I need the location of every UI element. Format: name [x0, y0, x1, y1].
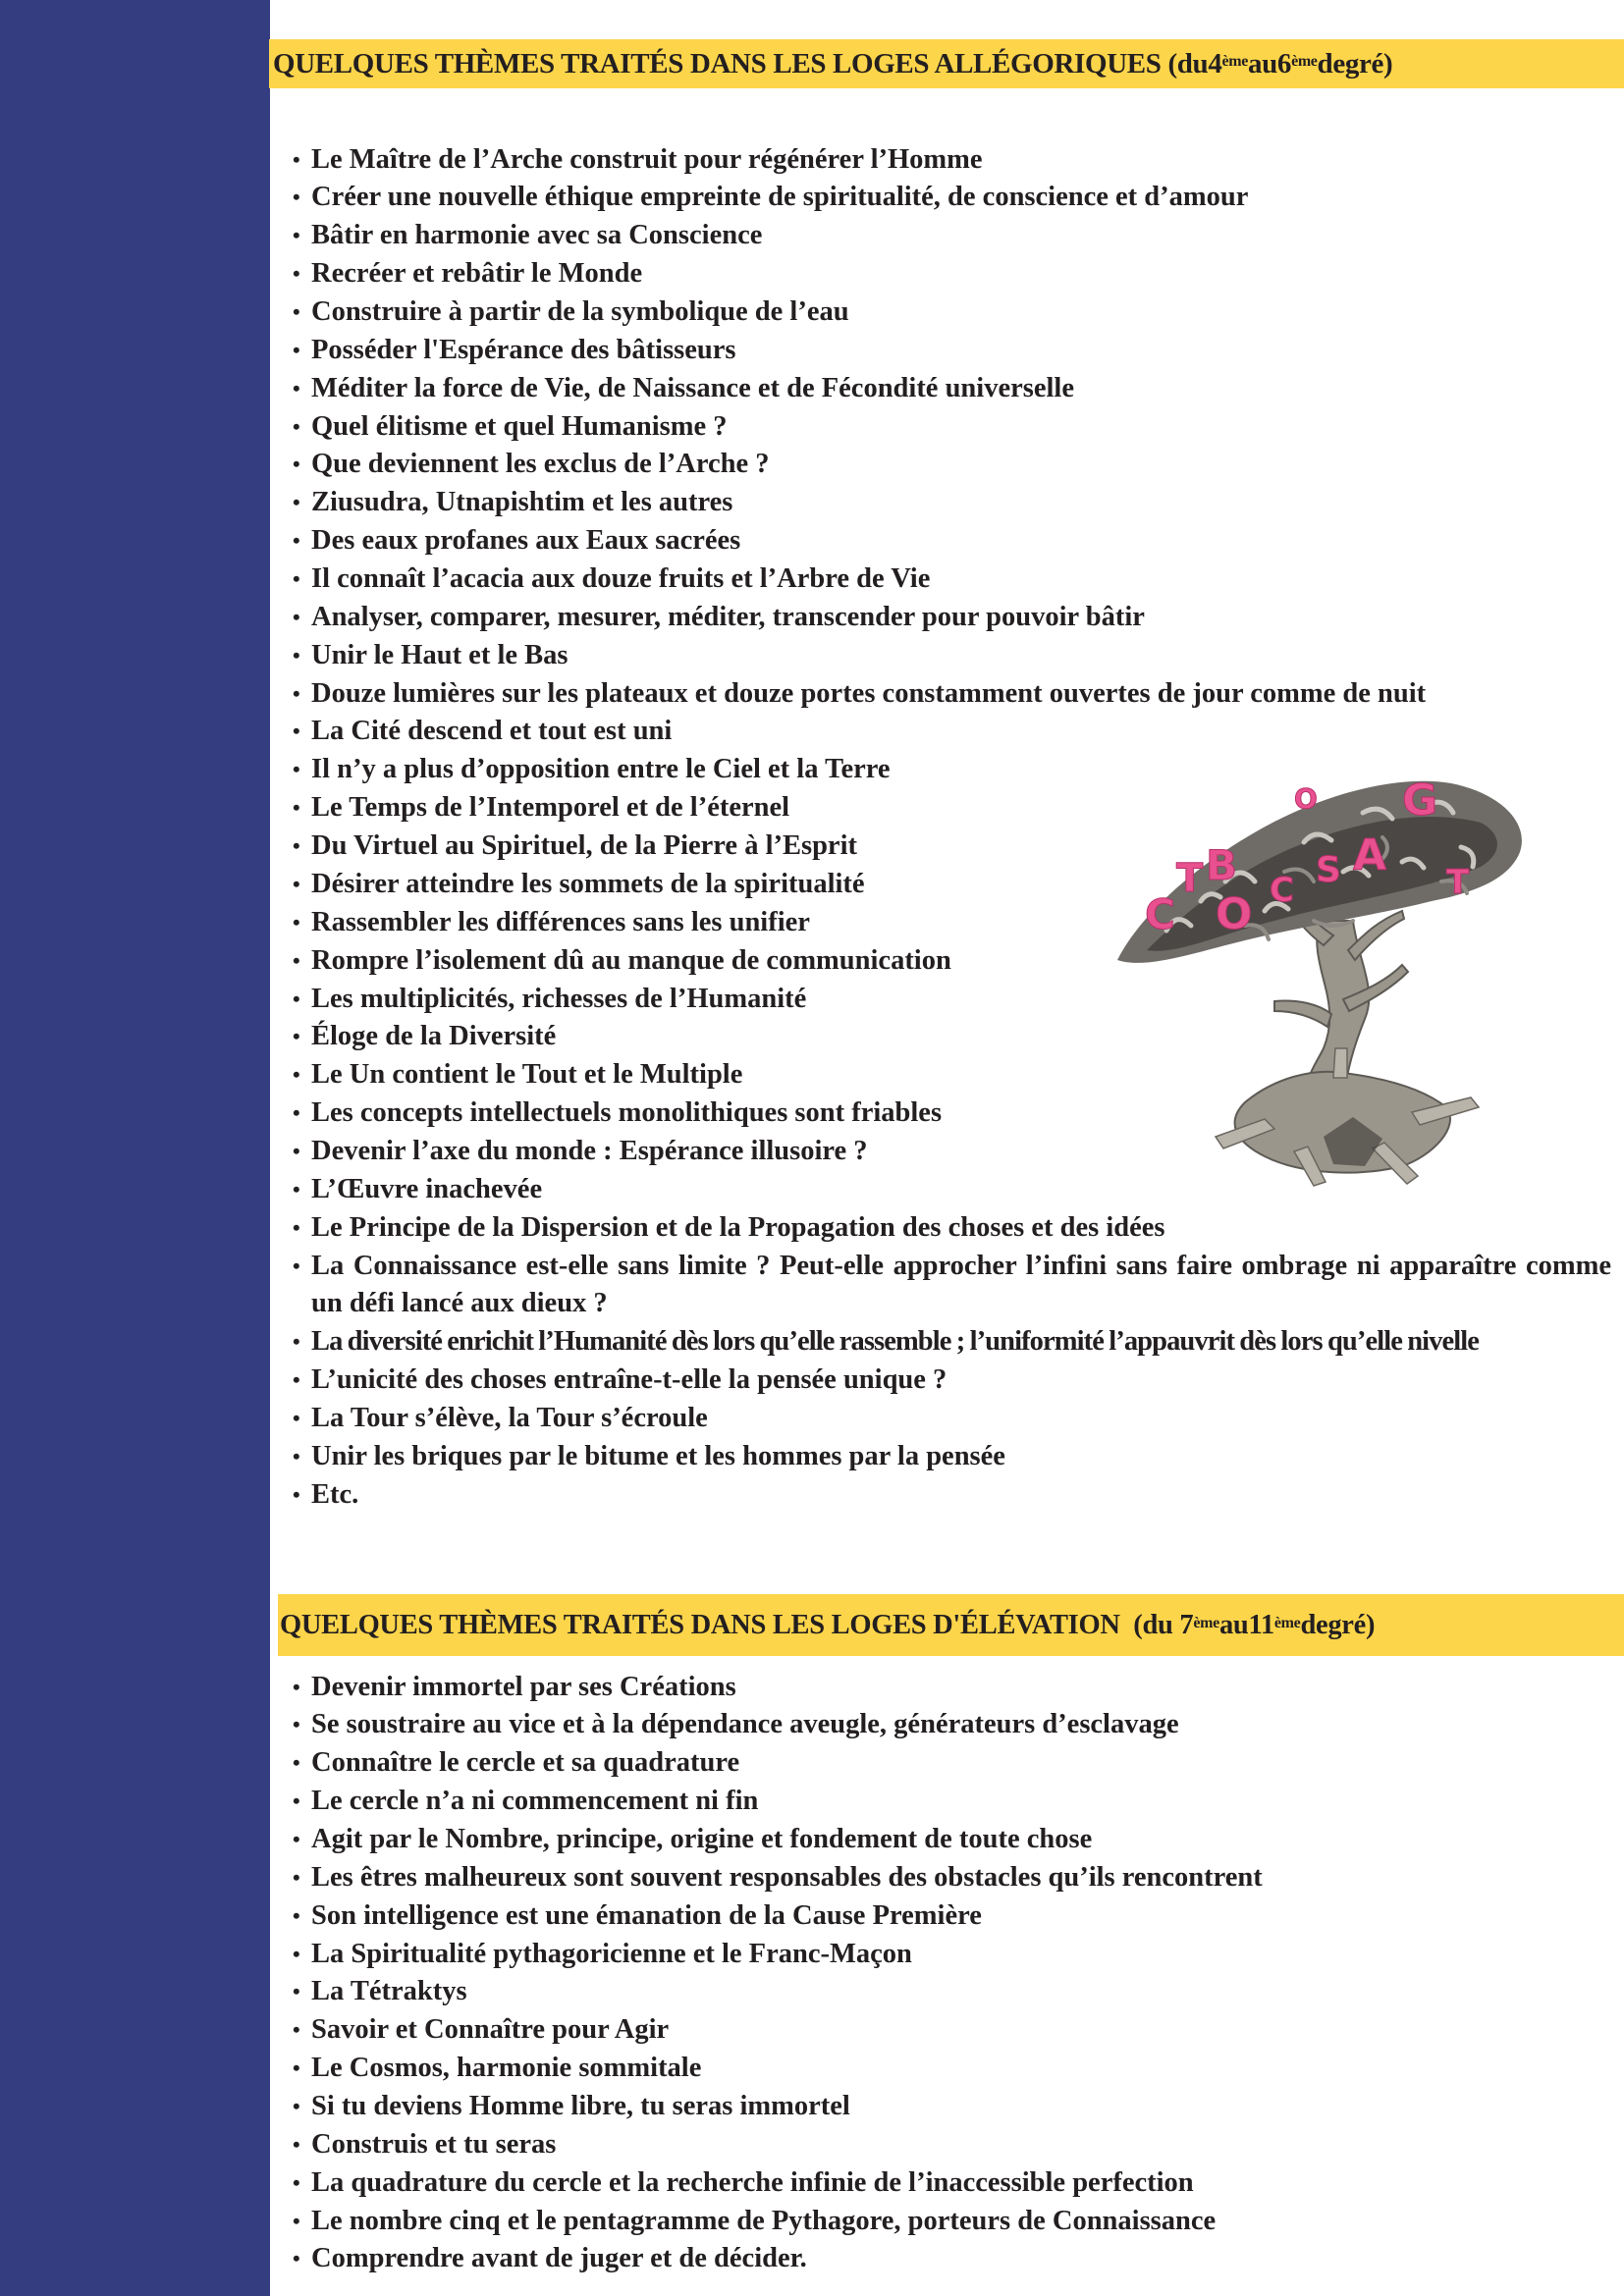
list-item: • Devenir immortel par ses Créations [293, 1669, 1613, 1707]
header-mid: au [1247, 47, 1277, 80]
list-item: • La Tétraktys [293, 1973, 1613, 2011]
bullet-icon: • [293, 1902, 300, 1928]
header-to-degree: 11 [1248, 1609, 1274, 1640]
list-item: • Douze lumières sur les plateaux et douze portes constamment ouvertes de jour comme de nuit [293, 675, 1613, 714]
list-item: • Son intelligence est une émanation de la Cause Première [293, 1897, 1613, 1936]
bullet-icon: • [293, 1750, 300, 1776]
header-end: degré) [1317, 47, 1393, 80]
tree-letter: B [1206, 841, 1238, 889]
bullet-icon: • [293, 337, 300, 362]
bullet-icon: • [293, 1674, 300, 1699]
bullet-icon: • [293, 146, 300, 172]
bullet-icon: • [293, 1979, 300, 2004]
list-item: • Éloge de la Diversité [293, 1018, 1613, 1056]
tree-letter: C [1270, 871, 1294, 910]
section-header-elevation: QUELQUES THÈMES TRAITÉS DANS LES LOGES D'ÉLÉVATION (du 7 $^{ème}$ au 11 $^{ème}$ degré) [278, 1594, 1624, 1656]
tree-letter: S [1316, 850, 1341, 890]
list-item: • Se soustraire au vice et à la dépendance aveugle, générateurs d’esclavage [293, 1706, 1613, 1744]
list-item: • Que deviennent les exclus de l’Arche ? [293, 446, 1613, 484]
bullet-icon: • [293, 2131, 300, 2157]
bullet-icon: • [293, 1100, 300, 1126]
list-item: • Les multiplicités, richesses de l’Humanité [293, 981, 1613, 1019]
tree-letter: T [1446, 863, 1470, 902]
bullet-icon: • [293, 986, 300, 1011]
bullet-icon: • [293, 375, 300, 400]
list-item: • Unir les briques par le bitume et les hommes par la pensée [293, 1438, 1613, 1476]
bullet-icon: • [293, 413, 300, 439]
bullet-icon: • [293, 947, 300, 973]
section-header-allegoriques: QUELQUES THÈMES TRAITÉS DANS LES LOGES ALLÉGORIQUES (du 4 $^{ème}$ au 6 $^{ème}$ degré) [269, 39, 1624, 88]
bullet-icon: • [293, 757, 300, 782]
tree-sculpture-image [1108, 754, 1540, 1196]
list-item: • Ziusudra, Utnapishtim et les autres [293, 484, 1613, 522]
list-item: • Comprendre avant de juger et de décider. [293, 2240, 1613, 2278]
header-from-degree: 4 [1208, 47, 1222, 80]
bullet-icon: • [293, 299, 300, 325]
list-item: • Recréer et rebâtir le Monde [293, 255, 1613, 294]
bullet-icon: • [293, 1176, 300, 1201]
tree-letter: C [1145, 890, 1175, 938]
list-item: • Les concepts intellectuels monolithiques sont friables [293, 1095, 1613, 1133]
bullet-icon: • [293, 642, 300, 667]
list-item: • Bâtir en harmonie avec sa Conscience [293, 217, 1613, 255]
tree-letter: O [1216, 889, 1253, 939]
list-item: • Analyser, comparer, mesurer, méditer, transcender pour pouvoir bâtir [293, 599, 1613, 637]
list-item: • Quel élitisme et quel Humanisme ? [293, 408, 1613, 447]
tree-letter: O [1294, 782, 1318, 815]
list-item: • Le cercle n’a ni commencement ni fin [293, 1783, 1613, 1821]
list-item: • Construire à partir de la symbolique de l’eau [293, 294, 1613, 332]
bullet-icon: • [293, 1367, 300, 1393]
header-to-degree: 6 [1276, 47, 1292, 80]
list-item: • La Connaissance est-elle sans limite ? Peut-elle approcher l’infini sans faire ombrage ni apparaître comme un défi lancé aux dieux ? [293, 1248, 1611, 1324]
header-mid: au [1218, 1609, 1249, 1640]
bullet-icon: • [293, 2017, 300, 2043]
list-item: • Rassembler les différences sans les unifier [293, 904, 1613, 942]
list-item: • Unir le Haut et le Bas [293, 637, 1613, 675]
list-item: • Etc. [293, 1476, 1613, 1515]
list-item: • Le Principe de la Dispersion et de la Propagation des choses et des idées [293, 1209, 1613, 1248]
list-item: • Rompre l’isolement dû au manque de communication [293, 942, 1613, 981]
bullet-icon: • [293, 2208, 300, 2233]
bullet-icon: • [293, 1329, 299, 1355]
list-item: • Le nombre cinq et le pentagramme de Pythagore, porteurs de Connaissance [293, 2203, 1613, 2241]
list-item: • Il n’y a plus d’opposition entre le Ciel et la Terre [293, 751, 1613, 789]
list-item: • Désirer atteindre les sommets de la spiritualité [293, 866, 1613, 904]
bullet-icon: • [293, 1941, 300, 1966]
list-item: • Le Temps de l’Intemporel et de l’éternel [293, 789, 1613, 828]
list-item: • Des eaux profanes aux Eaux sacrées [293, 522, 1613, 561]
list-item: • Savoir et Connaître pour Agir [293, 2011, 1613, 2050]
list-item: • Connaître le cercle et sa quadrature [293, 1744, 1613, 1783]
list-item: • L’unicité des choses entraîne-t-elle la pensée unique ? [293, 1362, 1613, 1400]
list-item: • Les êtres malheureux sont souvent responsables des obstacles qu’ils rencontrent [293, 1859, 1613, 1897]
list-item: • Il connaît l’acacia aux douze fruits et l’Arbre de Vie [293, 561, 1613, 599]
list-item: • La quadrature du cercle et la recherche infinie de l’inaccessible perfection [293, 2164, 1613, 2203]
bullet-icon: • [293, 1253, 300, 1278]
list-item: • La Spiritualité pythagoricienne et le Franc-Maçon [293, 1936, 1613, 1974]
bullet-icon: • [293, 223, 300, 248]
bullet-icon: • [293, 261, 300, 287]
bullet-icon: • [293, 1214, 300, 1240]
list-item: • L’Œuvre inachevée [293, 1171, 1613, 1209]
list-item: • La diversité enrichit l’Humanité dès lors qu’elle rassemble ; l’uniformité l’appauvrit dès lors qu’elle nivelle [293, 1323, 1613, 1362]
bullet-icon: • [293, 452, 300, 477]
bullet-icon: • [293, 528, 300, 554]
bullet-icon: • [293, 1405, 300, 1430]
bullet-icon: • [293, 719, 300, 744]
bullet-icon: • [293, 1024, 300, 1049]
header-end: degré) [1300, 1609, 1376, 1640]
bullet-icon: • [293, 1864, 300, 1890]
bullet-icon: • [293, 2094, 300, 2119]
bullet-icon: • [293, 1789, 300, 1814]
list-item: • Méditer la force de Vie, de Naissance et de Fécondité universelle [293, 370, 1613, 408]
bullet-icon: • [293, 833, 300, 859]
list-item: • Agit par le Nombre, principe, origine et fondement de toute chose [293, 1821, 1613, 1859]
bullet-icon: • [293, 795, 300, 821]
header-from-degree: 7 [1179, 1609, 1194, 1640]
bullet-icon: • [293, 680, 300, 706]
bullet-icon: • [293, 2169, 300, 2195]
bullet-icon: • [293, 1138, 300, 1163]
list-item: • Construis et tu seras [293, 2126, 1613, 2164]
list-item: • Si tu deviens Homme libre, tu seras immortel [293, 2088, 1613, 2126]
bullet-icon: • [293, 1827, 300, 1852]
list-item: • Le Maître de l’Arche construit pour régénérer l’Homme [293, 141, 1613, 180]
bullet-icon: • [293, 909, 300, 934]
list-item: • Le Cosmos, harmonie sommitale [293, 2050, 1613, 2088]
list-item: • Devenir l’axe du monde : Espérance illusoire ? [293, 1133, 1613, 1171]
bullet-icon: • [293, 1712, 300, 1737]
list-item: • La Tour s’élève, la Tour s’écroule [293, 1400, 1613, 1438]
bullet-icon: • [293, 1062, 300, 1088]
bullet-icon: • [293, 604, 300, 629]
header-title: QUELQUES THÈMES TRAITÉS DANS LES LOGES D'ÉLÉVATION (du [280, 1609, 1180, 1640]
bullet-icon: • [293, 566, 300, 592]
bullet-icon: • [293, 490, 300, 515]
list-item: • Le Un contient le Tout et le Multiple [293, 1056, 1613, 1095]
left-color-strip [0, 0, 270, 2296]
bullet-icon: • [293, 2246, 300, 2271]
theme-list-elevation [293, 1669, 1613, 2279]
list-item: • Du Virtuel au Spirituel, de la Pierre à l’Esprit [293, 828, 1613, 866]
list-item: • Posséder l'Espérance des bâtisseurs [293, 332, 1613, 370]
bullet-icon: • [293, 1481, 300, 1507]
list-item: • La Cité descend et tout est uni [293, 713, 1613, 751]
tree-letter: T [1176, 856, 1204, 901]
tree-letter: A [1353, 830, 1387, 881]
bullet-icon: • [293, 1443, 300, 1468]
bullet-icon: • [293, 185, 300, 210]
bullet-icon: • [293, 871, 300, 896]
header-title: QUELQUES THÈMES TRAITÉS DANS LES LOGES ALLÉGORIQUES (du [273, 47, 1209, 80]
bullet-icon: • [293, 2056, 300, 2081]
tree-letter: G [1402, 775, 1438, 826]
list-item: • Créer une nouvelle éthique empreinte de spiritualité, de conscience et d’amour [293, 179, 1613, 217]
